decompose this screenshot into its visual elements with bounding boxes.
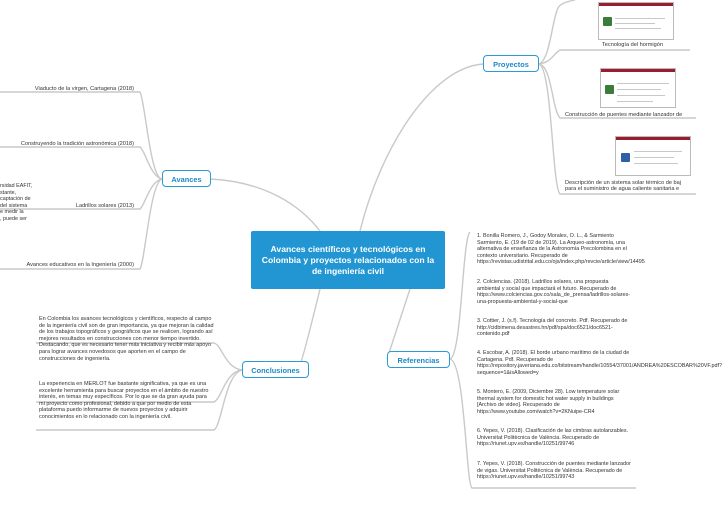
reference-item[interactable]: 3. Cottier, J. (s.f). Tecnología del concreto. Pdf. Recuperado de http://cidbimena.desastres.hn/pdf/spa/doc6521/doc6521-contenido.pdf (477, 318, 628, 338)
topic-avances[interactable] (162, 170, 211, 187)
gear-icon (605, 85, 614, 94)
central-topic[interactable] (251, 231, 445, 289)
topic-proyectos[interactable] (483, 55, 539, 72)
proyecto-thumbnail[interactable] (615, 136, 691, 176)
reference-item[interactable]: 1. Bonilla Romero, J., Godoy Morales, O. L., & Sarmiento Sarmiento, E. (19 de 02 de 2019). La Arqueo-astronomía, una alternativa de enseñanza de la Astronomía Precolombina en el contexto universitario. Recuperado de https://revistas.udistrital.edu.co/ojs/index.php/revcie/article/view/14495 (477, 233, 645, 266)
avances-item[interactable]: Viaducto de la virgen, Cartagena (2018) (34, 86, 134, 92)
avances-clipped-note: rsidad EAFIT, stante, captación de del sistema e medir la , puede ser (0, 183, 33, 222)
central-topic-title: Avances científicos y tecnológicos en Colombia y proyectos relacionados con la de ingeniería civil (261, 243, 435, 276)
conclusion-note[interactable]: En Colombia los avances tecnológicos y científicos, respecto al campo de la ingeniería civil son de gran importancia, ya que mejoran la calidad de los trabajos topográficos y geográficos que se realicen, logrando así mejores resultados en construcciones con menor tiempo invertido. Destacando, que es necesario tener más iniciativa y recibir más apoyo para lograr avances novedosos que aporten en el campo de construcciones de ingeniería. (39, 316, 214, 362)
topic-conclusiones-label: Conclusiones (251, 366, 300, 375)
reference-item[interactable]: 4. Escobar, A. (2018). El borde urbano marítimo de la ciudad de Cartagena. Pdf. Recuperado de https://repository.javeriana.edu.co/bitstream/handle/10554/37001/ANDREA%20ESCOBAR%20VF.pdf?sequence=1&isAllowed=y (477, 350, 722, 376)
reference-item[interactable]: 6. Yepes, V. (2018). Clasificación de las cimbras autolanzables. Universitat Politècnica de València. Recuperado de https://riunet.upv.es/handle/10251/99746 (477, 428, 629, 448)
topic-referencias-label: Referencias (397, 356, 440, 365)
reference-item[interactable]: 2. Colciencias. (2018). Ladrillos solares, una propuesta ambiental y social que impactará el futuro. Recuperado de https://www.colciencias.gov.co/sala_de_prensa/ladrillos-solares-una-propuesta-ambiental-y-social-que (477, 279, 631, 305)
topic-referencias[interactable] (387, 351, 450, 368)
topic-proyectos-label: Proyectos (493, 60, 529, 69)
reference-item[interactable]: 5. Montero, E. (2009, Diciembre 28). Low temperature solar thermal system for domestic hot water supply in buildings [Archivo de video]. Recuperado de https://www.youtube.com/watch?v=2KNuipe-CR4 (477, 389, 620, 415)
gear-icon (603, 17, 612, 26)
proyecto-caption: Descripción de un sistema solar térmico de baj para el suministro de agua caliente sanitaria e (565, 180, 681, 192)
document-icon (621, 153, 630, 162)
avances-item[interactable]: Ladrillos solares (2013) (75, 203, 134, 209)
topic-avances-label: Avances (171, 175, 202, 184)
proyecto-thumbnail[interactable] (600, 68, 676, 108)
topic-conclusiones[interactable] (242, 361, 309, 378)
avances-item[interactable]: Avances educativos en la Ingeniería (2000) (26, 262, 134, 268)
proyecto-thumbnail[interactable] (598, 2, 674, 40)
proyecto-caption: Construcción de puentes mediante lanzador de (565, 112, 683, 118)
reference-item[interactable]: 7. Yepes, V. (2018). Construcción de puentes mediante lanzador de vigas. Universitat Politècnica de València. Recuperado de https://riunet.upv.es/handle/10251/99743 (477, 461, 631, 481)
conclusion-note[interactable]: La experiencia en MERLOT fue bastante significativa, ya que es una excelente herramienta para buscar proyectos en el ámbito de nuestro interés, en temas muy específicos. Por lo que se da gran ayuda para mi proyecto como profesional, debido a que por medio de esta plataforma puedo informarme de nuevos proyectos y adquirir conocimientos en lo relacionado con la ingeniería civil. (39, 381, 209, 420)
avances-item[interactable]: Construyendo la tradición astronómica (2018) (20, 141, 134, 147)
proyecto-caption: Tecnología del hormigón (602, 42, 663, 48)
